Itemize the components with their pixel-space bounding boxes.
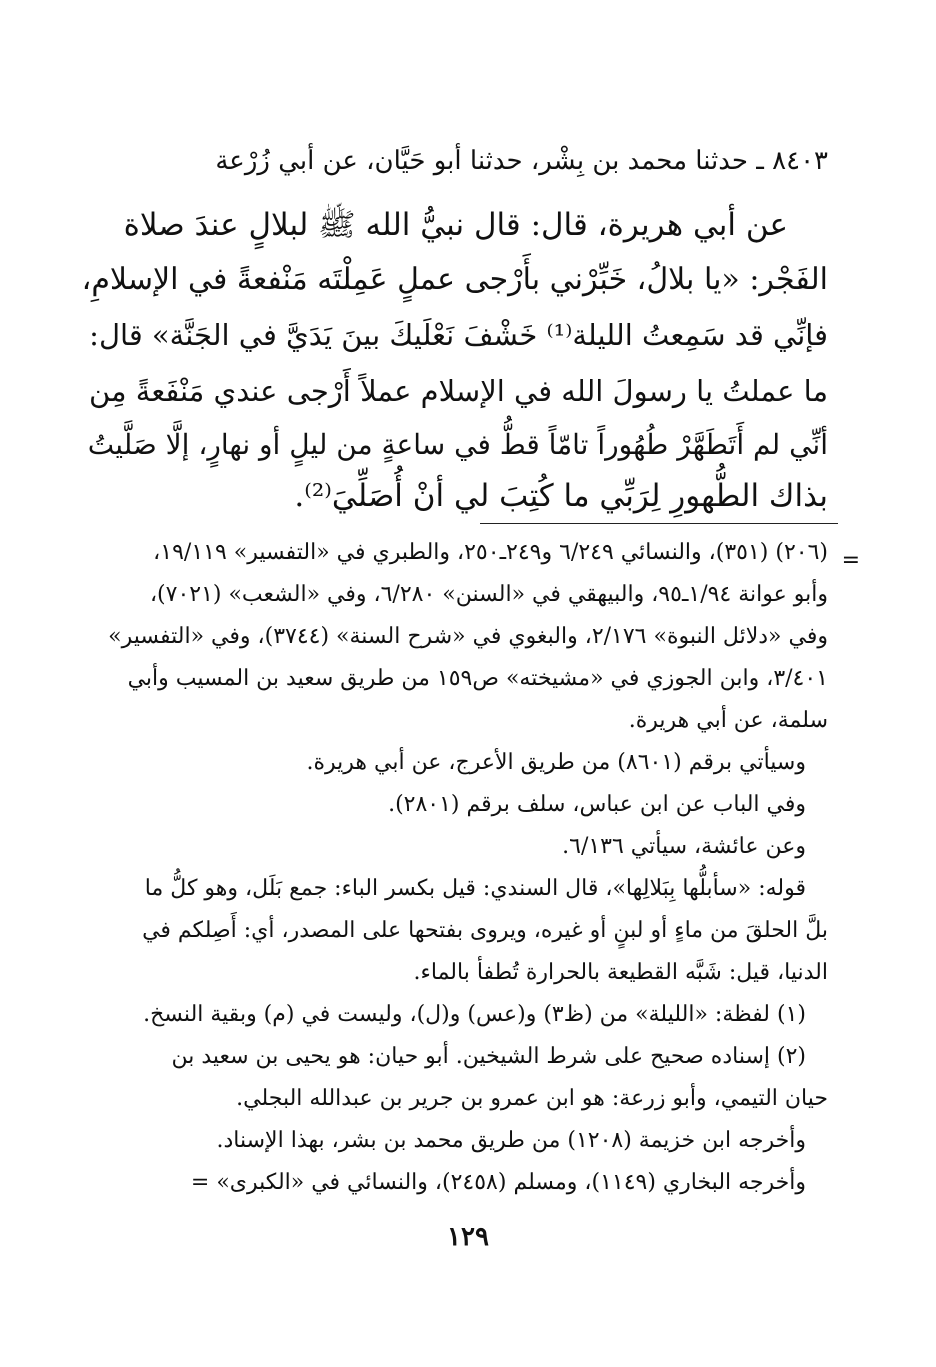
continuation-mark: = [841,548,860,573]
footnote-line: وأبو عوانة ١/٩٤ـ٩٥، والبيهقي في «السنن» ٦/٢٨٠، وفي «الشعب» (٧٠٢١)، [149,582,828,607]
footnote-line: وأخرجه ابن خزيمة (١٢٠٨) من طريق محمد بن بشر، بهذا الإسناد. [216,1128,806,1153]
footnote-line: بلَّ الحلقَ من ماءٍ أو لبنٍ أو غيره، ويروى بفتحها على المصدر، أي: أَصِلكم في [142,918,828,943]
footnote-line: وفي الباب عن ابن عباس، سلف برقم (٢٨٠١). [388,792,806,817]
page-number: ١٢٩ [447,1222,489,1252]
hadith-line-1: ٨٤٠٣ ـ حدثنا محمد بن بِشْر، حدثنا أبو حَيَّان، عن أبي زُرْعة [215,146,828,176]
hadith-line-7: بذاك الطُّهورِ لِرَبِّي ما كُتِبَ لي أنْ أُصَلِّيَ⁽²⁾. [294,478,828,514]
footnote-line: ٣/٤٠١، وابن الجوزي في «مشيخته» ص١٥٩ من طريق سعيد بن المسيب وأبي [127,666,828,691]
footnote-line: وعن عائشة، سيأتي ٦/١٣٦. [562,834,806,859]
footnote-line: وسيأتي برقم (٨٦٠١) من طريق الأعرج، عن أبي هريرة. [306,750,806,775]
hadith-line-3: الفَجْر: «يا بلالُ، خَبِّرْني بأَرْجى عملٍ عَمِلْتَه مَنْفعةً في الإسلامِ، [81,262,828,297]
footnote-line: (٢٠٦) (٣٥١)، والنسائي ٦/٢٤٩ و٢٤٩ـ٢٥٠، والطبري في «التفسير» ١٩/١١٩، [153,540,828,565]
footnote-line: وأخرجه البخاري (١١٤٩)، ومسلم (٢٤٥٨)، والنسائي في «الكبرى» = [190,1170,806,1195]
footnote-line: وفي «دلائل النبوة» ٢/١٧٦، والبغوي في «شرح السنة» (٣٧٤٤)، وفي «التفسير» [108,624,828,649]
footnote-line: سلمة، عن أبي هريرة. [628,708,828,733]
footnote-line: (١) لفظة: «الليلة» من (ظ٣) و(عس) و(ل)، وليست في (م) وبقية النسخ. [143,1002,806,1027]
footnote-line: الدنيا، قيل: شَبَّه القطيعة بالحرارة تُطفأ بالماء. [413,960,828,985]
footnote-line: (٢) إسناده صحيح على شرط الشيخين. أبو حيان: هو يحيى بن سعيد بن [171,1044,806,1069]
footnote-line: حيان التيمي، وأبو زرعة: هو ابن عمرو بن جرير بن عبدالله البجلي. [236,1086,828,1111]
footnote-line: قوله: «سأبلُّها بِبَلالِها»، قال السندي: قيل بكسر الباء: جمع بَلَل، وهو كلُّ ما [144,876,806,901]
hadith-line-2: عن أبي هريرة، قال: قال نبيُّ الله ﷺ لبلالٍ عندَ صلاة [123,207,788,243]
hadith-line-4: فإنِّي قد سَمِعتُ الليلة⁽¹⁾ خَشْفَ نَعْلَيكَ بينَ يَدَيَّ في الجَنَّة» قال: [89,318,828,352]
footnote-separator [480,523,838,524]
hadith-line-5: ما عملتُ يا رسولَ الله في الإسلام عملاً أَرْجى عندي مَنْفَعةً مِن [88,374,828,408]
hadith-line-6: أنِّي لم أَتَطَهَّرْ طُهُوراً تامّاً قطُّ في ساعةٍ من ليلٍ أو نهارٍ، إلَّا صَلَّيتُ [87,428,828,461]
